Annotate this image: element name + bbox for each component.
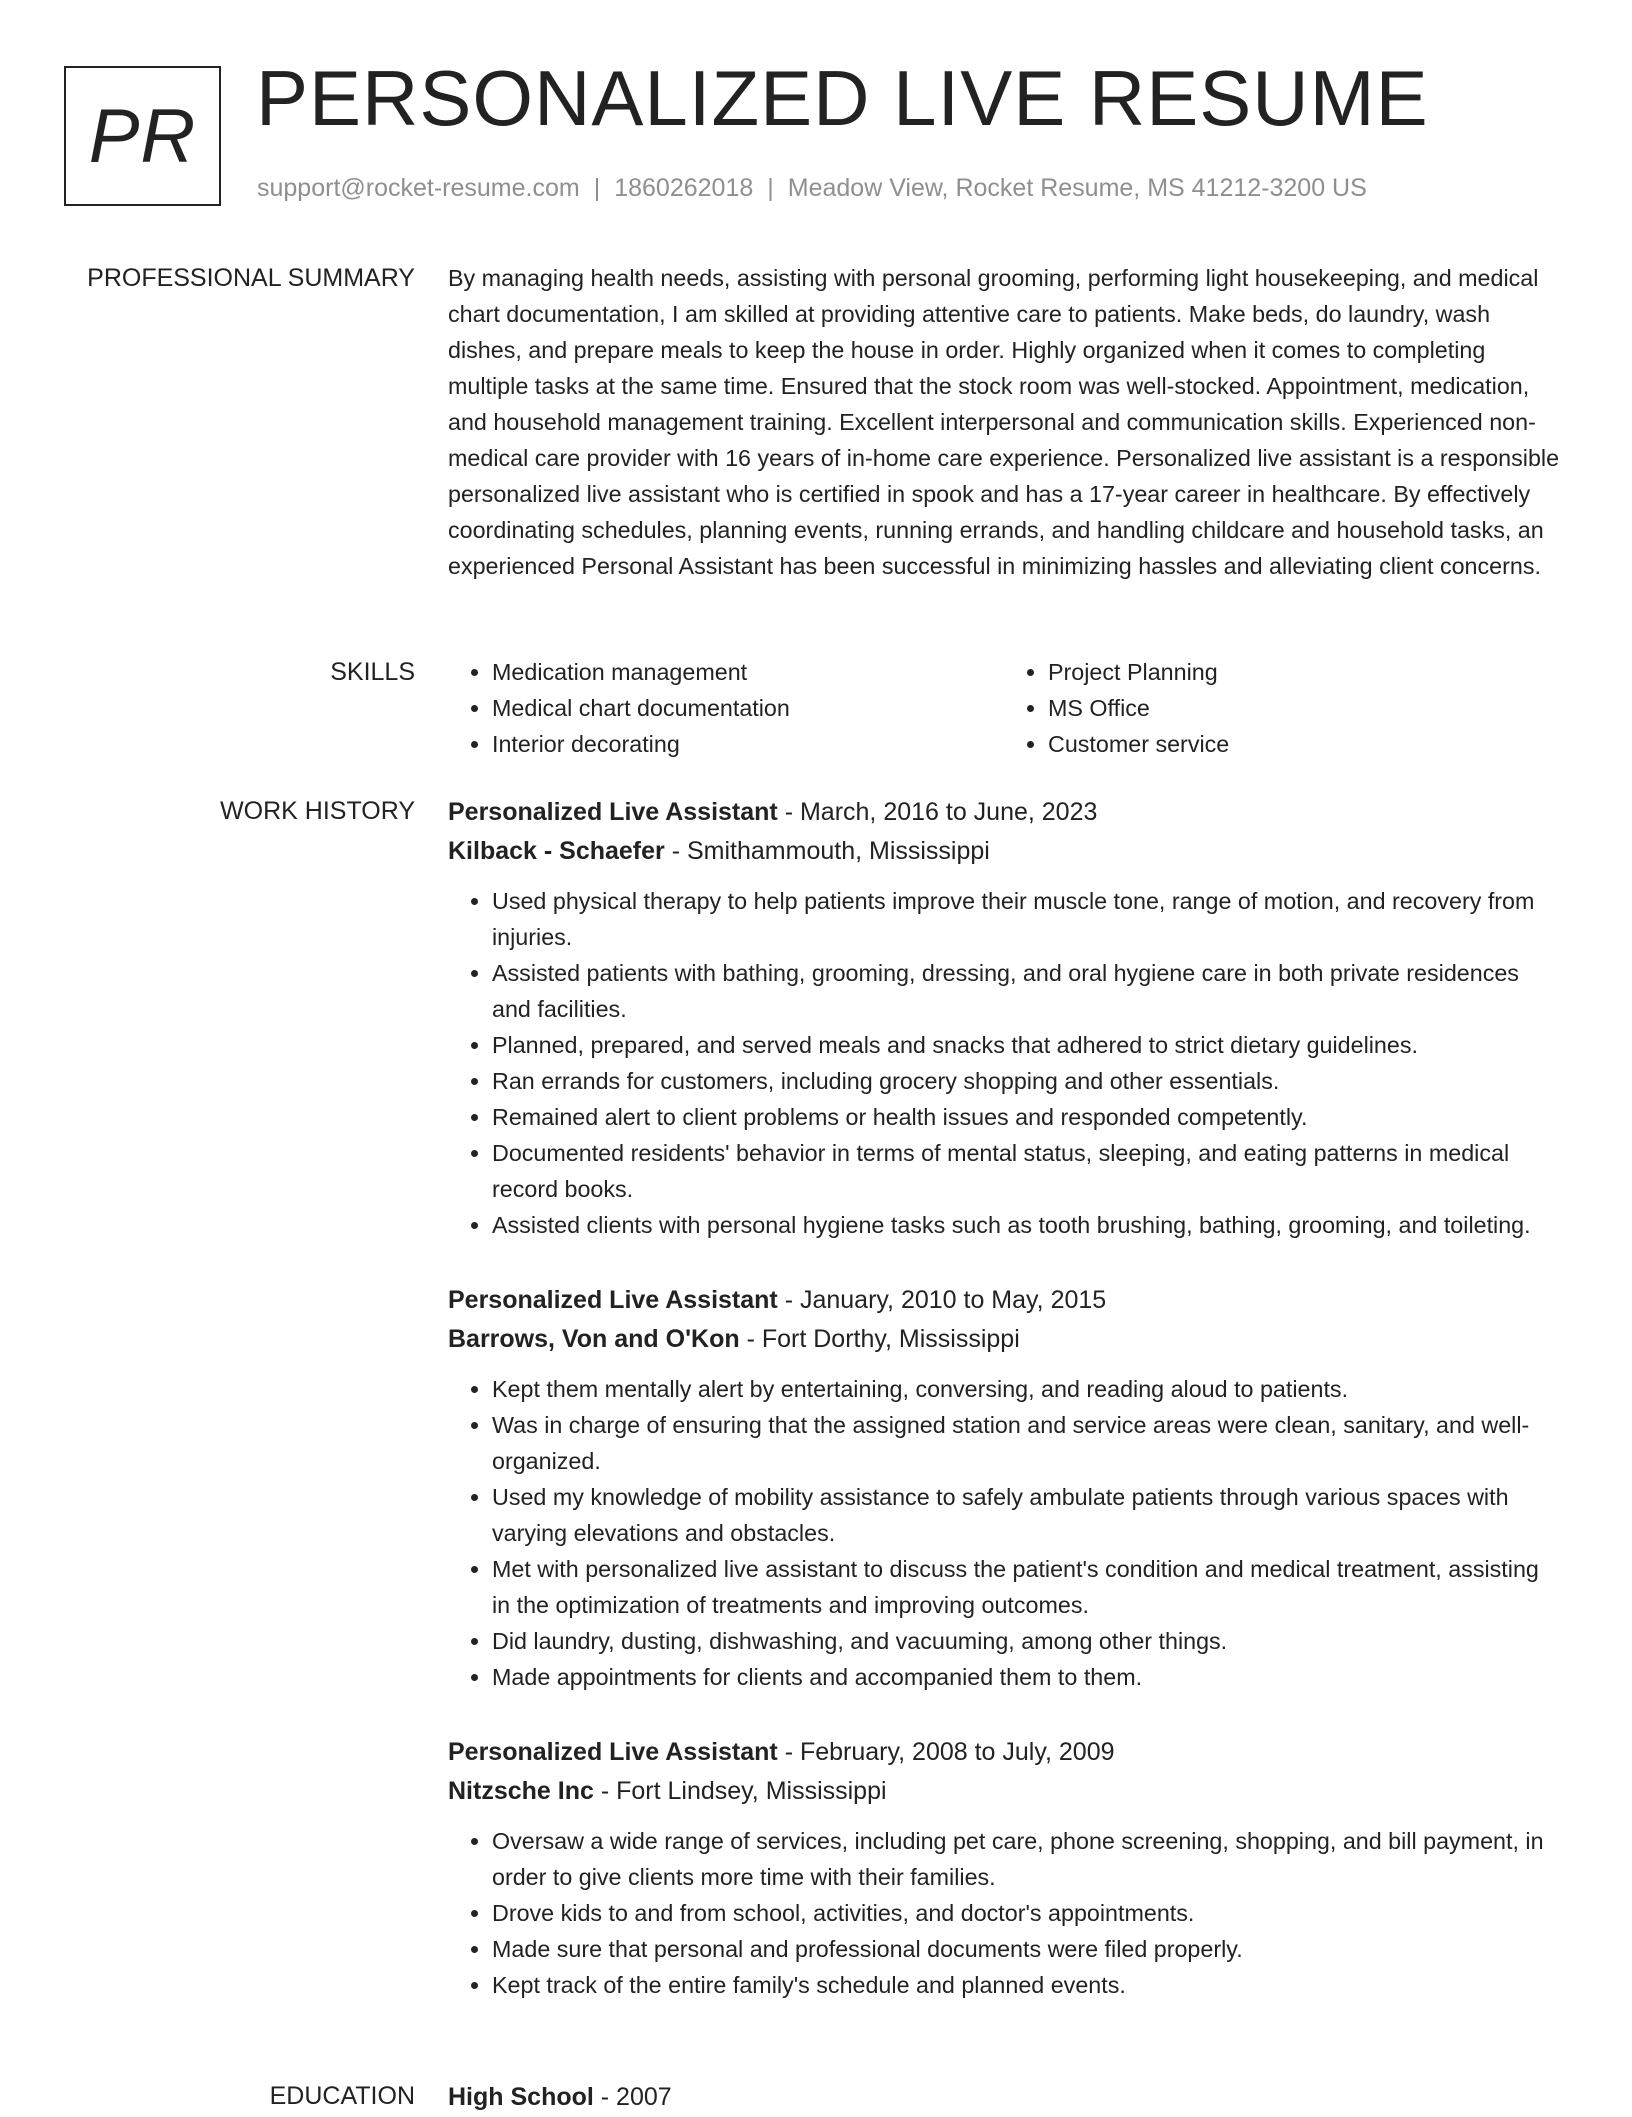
job-title: Personalized Live Assistant	[448, 1738, 778, 1766]
skill-item: • Medication management	[492, 654, 1004, 690]
job-duties-list	[448, 1823, 1560, 2003]
education-degree: High School	[448, 2083, 594, 2111]
duty-item: • Made appointments for clients and accompanied them to them.	[492, 1659, 1560, 1695]
job-duties-list	[448, 1371, 1560, 1695]
contact-separator: |	[593, 174, 601, 202]
duty-item: • Made sure that personal and professional documents were filed properly.	[492, 1931, 1560, 1967]
job-duties-list	[448, 883, 1560, 1243]
duty-item: • Oversaw a wide range of services, including pet care, phone screening, shopping, and bill payment, in order to give clients more time with their families.	[492, 1823, 1560, 1895]
duty-item: • Did laundry, dusting, dishwashing, and vacuuming, among other things.	[492, 1623, 1560, 1659]
duty-item: • Kept track of the entire family's schedule and planned events.	[492, 1967, 1560, 2003]
job-title: Personalized Live Assistant	[448, 1286, 778, 1314]
job-company: Kilback - Schaefer	[448, 837, 665, 865]
duty-item: • Met with personalized live assistant to discuss the patient's condition and medical treatment, assisting in the optimization of treatments and improving outcomes.	[492, 1551, 1560, 1623]
summary-text: By managing health needs, assisting with personal grooming, performing light housekeeping, and medical chart documentation, I am skilled at providing attentive care to patients. Make beds, do laundry, wash dishes, and prepare meals to keep the house in order. Highly organized when it comes to completing multiple tasks at the same time. Ensured that the stock room was well-stocked. Appointment, medication, and household management training. Excellent interpersonal and communication skills. Experienced non-medical care provider with 16 years of in-home care experience. Personalized live assistant is a responsible personalized live assistant who is certified in spook and has a 17-year career in healthcare. By effectively coordinating schedules, planning events, running errands, and handling childcare and household tasks, an experienced Personal Assistant has been successful in minimizing hassles and alleviating client concerns.	[448, 265, 1560, 579]
duty-item: • Ran errands for customers, including grocery shopping and other essentials.	[492, 1063, 1560, 1099]
skill-item: • Interior decorating	[492, 726, 1004, 762]
job-company-line	[448, 1772, 1560, 1811]
job-location: - Fort Lindsey, Mississippi	[593, 1777, 887, 1805]
skills-list-left	[448, 654, 1004, 762]
job-entry	[448, 1733, 1560, 2003]
duty-item: • Used my knowledge of mobility assistance to safely ambulate patients through various spaces with varying elevations and obstacles.	[492, 1479, 1560, 1551]
job-entry	[448, 793, 1560, 1243]
job-entry	[448, 1281, 1560, 1695]
job-title-line	[448, 1281, 1560, 1320]
duty-item: • Documented residents' behavior in terms of mental status, sleeping, and eating patterns in medical record books.	[492, 1135, 1560, 1207]
skill-item: • Customer service	[1048, 726, 1560, 762]
section-label-education: EDUCATION	[269, 2082, 415, 2110]
job-dates: - March, 2016 to June, 2023	[777, 798, 1098, 826]
monogram-box	[64, 66, 221, 206]
job-title-line	[448, 793, 1560, 832]
duty-item: • Used physical therapy to help patients improve their muscle tone, range of motion, and recovery from injuries.	[492, 883, 1560, 955]
duty-item: • Planned, prepared, and served meals and snacks that adhered to strict dietary guidelines.	[492, 1027, 1560, 1063]
contact-separator: |	[767, 174, 774, 202]
education-year: - 2007	[593, 2083, 672, 2111]
job-company: Barrows, Von and O'Kon	[448, 1325, 740, 1353]
job-company: Nitzsche Inc	[448, 1777, 594, 1805]
contact-email[interactable]: support@rocket-resume.com	[257, 174, 580, 202]
skills-list-right	[1004, 654, 1560, 762]
section-label-skills: SKILLS	[330, 658, 415, 686]
contact-phone[interactable]: 1860262018	[614, 174, 754, 202]
duty-item: • Drove kids to and from school, activities, and doctor's appointments.	[492, 1895, 1560, 1931]
duty-item: • Assisted clients with personal hygiene tasks such as tooth brushing, bathing, grooming, and toileting.	[492, 1207, 1560, 1243]
contact-line	[257, 174, 1367, 203]
duty-item: • Assisted patients with bathing, grooming, dressing, and oral hygiene care in both private residences and facilities.	[492, 955, 1560, 1027]
contact-address: Meadow View, Rocket Resume, MS 41212-3200 US	[787, 174, 1367, 202]
skill-item: • Project Planning	[1048, 654, 1560, 690]
section-label-summary: PROFESSIONAL SUMMARY	[87, 264, 415, 292]
job-location: - Fort Dorthy, Mississippi	[739, 1325, 1020, 1353]
duty-item: • Kept them mentally alert by entertaining, conversing, and reading aloud to patients.	[492, 1371, 1560, 1407]
resume-title: PERSONALIZED LIVE RESUME	[256, 54, 1429, 142]
job-title: Personalized Live Assistant	[448, 798, 778, 826]
job-dates: - January, 2010 to May, 2015	[777, 1286, 1107, 1314]
job-dates: - February, 2008 to July, 2009	[777, 1738, 1115, 1766]
skill-item: • MS Office	[1048, 690, 1560, 726]
education-line	[448, 2078, 1560, 2117]
job-title-line	[448, 1733, 1560, 1772]
job-location: - Smithammouth, Mississippi	[664, 837, 990, 865]
section-label-work-history: WORK HISTORY	[220, 797, 415, 825]
duty-item: • Was in charge of ensuring that the assigned station and service areas were clean, sanitary, and well-organized.	[492, 1407, 1560, 1479]
job-company-line	[448, 1320, 1560, 1359]
skill-item: • Medical chart documentation	[492, 690, 1004, 726]
monogram-initials: PR	[88, 93, 197, 179]
duty-item: • Remained alert to client problems or health issues and responded competently.	[492, 1099, 1560, 1135]
job-company-line	[448, 832, 1560, 871]
